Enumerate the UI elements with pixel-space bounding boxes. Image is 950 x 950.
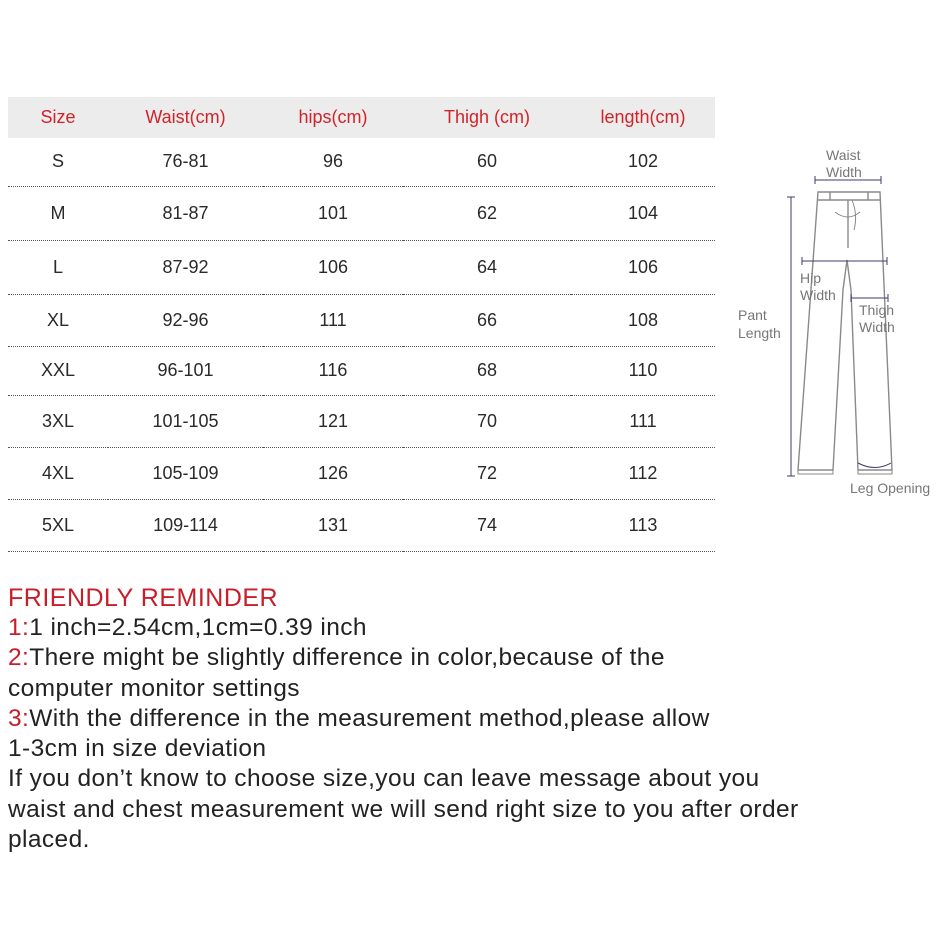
table-row <box>8 499 715 551</box>
cell-hips: 121 <box>263 395 403 447</box>
cell-size: XL <box>8 294 108 346</box>
table-row <box>8 138 715 186</box>
pant-length-label-2: Length <box>738 325 781 341</box>
cell-waist: 96-101 <box>108 346 263 395</box>
cell-hips: 116 <box>263 346 403 395</box>
item-1-number: 1: <box>8 614 30 641</box>
hip-label-2: Width <box>800 287 836 303</box>
cell-waist: 81-87 <box>108 186 263 240</box>
size-chart-table <box>8 97 715 552</box>
cell-length: 113 <box>571 499 715 551</box>
pant-length-label-1: Pant <box>738 307 767 323</box>
thigh-label-2: Width <box>859 319 895 335</box>
item-2-text: There might be slightly difference in color,because of the <box>29 644 665 672</box>
header-length: length(cm) <box>571 97 715 138</box>
reminder-note-line-3: placed. <box>8 826 90 854</box>
cell-length: 104 <box>571 186 715 240</box>
header-thigh: Thigh (cm) <box>403 97 571 138</box>
cell-length: 112 <box>571 447 715 499</box>
cell-size: M <box>8 186 108 240</box>
waist-label-1: Waist <box>826 147 861 163</box>
reminder-note-line-1: If you don’t know to choose size,you can leave message about you <box>8 765 760 793</box>
cell-thigh: 72 <box>403 447 571 499</box>
table-row <box>8 294 715 346</box>
cell-waist: 109-114 <box>108 499 263 551</box>
reminder-item-2 <box>8 643 938 673</box>
cell-length: 102 <box>571 138 715 186</box>
item-2-number: 2: <box>8 644 30 672</box>
cell-waist: 87-92 <box>108 240 263 294</box>
reminder-note-line-2: waist and chest measurement we will send right size to you after order <box>8 795 799 823</box>
cell-thigh: 74 <box>403 499 571 551</box>
cell-thigh: 64 <box>403 240 571 294</box>
cell-hips: 131 <box>263 499 403 551</box>
cell-hips: 96 <box>263 138 403 186</box>
cell-hips: 106 <box>263 240 403 294</box>
cell-hips: 126 <box>263 447 403 499</box>
hip-label-1: Hip <box>800 270 822 286</box>
cell-length: 108 <box>571 294 715 346</box>
item-3-text: With the difference in the measurement method,please allow <box>29 704 710 732</box>
cell-length: 111 <box>571 395 715 447</box>
reminder-item-3 <box>8 704 938 734</box>
cell-hips: 101 <box>263 186 403 240</box>
pants-measurement-diagram <box>730 140 945 510</box>
cell-thigh: 62 <box>403 186 571 240</box>
header-hips: hips(cm) <box>263 97 403 138</box>
cell-size: L <box>8 240 108 294</box>
cell-length: 110 <box>571 346 715 395</box>
table-row <box>8 447 715 499</box>
table-body <box>8 138 715 551</box>
reminder-item-3-continued: 1-3cm in size deviation <box>8 735 267 763</box>
cell-size: 4XL <box>8 447 108 499</box>
reminder-item-1 <box>8 613 938 643</box>
cell-waist: 101-105 <box>108 395 263 447</box>
table-row <box>8 395 715 447</box>
table-row <box>8 346 715 395</box>
cell-waist: 76-81 <box>108 138 263 186</box>
cell-hips: 111 <box>263 294 403 346</box>
item-1-text: 1 inch=2.54cm,1cm=0.39 inch <box>29 614 367 641</box>
table-row <box>8 240 715 294</box>
reminder-title: FRIENDLY REMINDER <box>8 584 279 612</box>
header-waist: Waist(cm) <box>108 97 263 138</box>
waist-label-2: Width <box>826 164 862 180</box>
item-3-number: 3: <box>8 704 30 732</box>
leg-opening-label: Leg Opening <box>850 480 931 496</box>
friendly-reminder <box>8 583 938 855</box>
table-header-row <box>8 97 715 138</box>
cell-size: 3XL <box>8 395 108 447</box>
cell-thigh: 70 <box>403 395 571 447</box>
header-size: Size <box>8 97 108 138</box>
cell-length: 106 <box>571 240 715 294</box>
cell-size: 5XL <box>8 499 108 551</box>
thigh-label-1: Thigh <box>859 302 895 318</box>
cell-size: XXL <box>8 346 108 395</box>
table-row <box>8 186 715 240</box>
cell-waist: 105-109 <box>108 447 263 499</box>
cell-thigh: 66 <box>403 294 571 346</box>
reminder-item-2-continued: computer monitor settings <box>8 674 300 702</box>
cell-thigh: 60 <box>403 138 571 186</box>
cell-size: S <box>8 138 108 186</box>
cell-waist: 92-96 <box>108 294 263 346</box>
cell-thigh: 68 <box>403 346 571 395</box>
